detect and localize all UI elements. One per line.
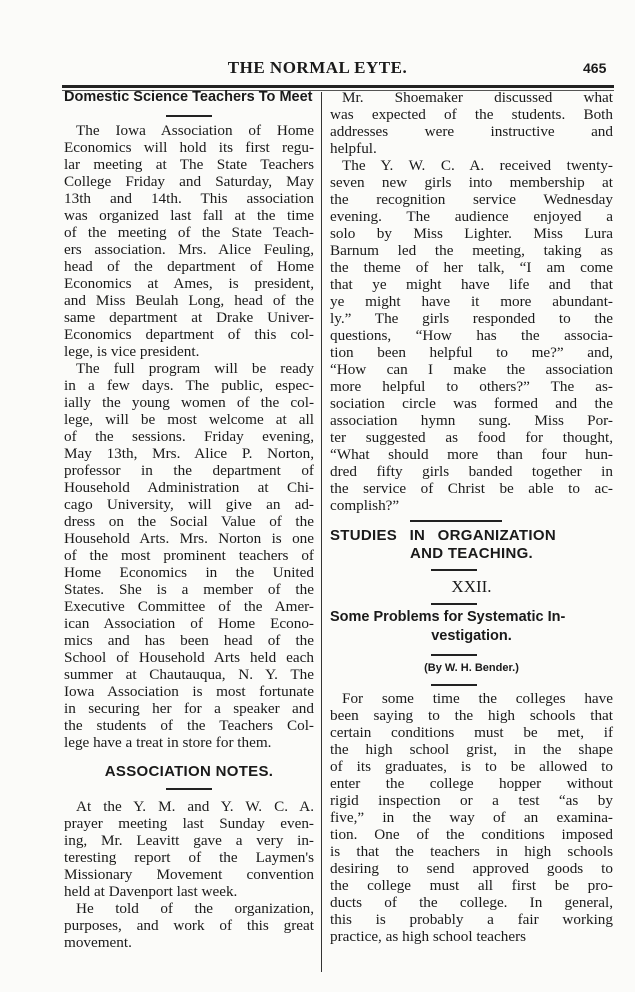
text-line: solo by Miss Lighter. Miss Lura (330, 225, 613, 242)
byline: (By W. H. Bender.) (424, 662, 519, 674)
text-line: Iowa Association is most fortunate (64, 683, 314, 700)
divider-rule (166, 788, 212, 790)
paragraph (64, 900, 314, 951)
text-line: helpful. (330, 140, 377, 157)
text-line: summer at Chautauqua, N. Y. The (64, 666, 314, 683)
divider-rule (166, 115, 212, 117)
divider-rule (431, 684, 477, 686)
text-line: lege, is vice president. (64, 343, 200, 360)
text-line: “What should more than four hun- (330, 446, 613, 463)
text-line: dress on the Social Value of the (64, 513, 314, 530)
text-line: ye might have it more abundant- (330, 293, 613, 310)
text-line: Household Administration at Chi- (64, 479, 314, 496)
text-line: complish?” (330, 497, 400, 514)
text-line: ducts of the college. In general, (330, 894, 613, 911)
text-line: Economics will hold its first regu- (64, 139, 314, 156)
article-body (64, 122, 314, 751)
divider-rule (431, 569, 477, 571)
text-line: enter the college hopper without (330, 775, 613, 792)
text-line: was expected of the students. Both (330, 106, 613, 123)
divider-rule (431, 654, 477, 656)
text-line: movement. (64, 934, 132, 951)
text-line: ing, Mr. Leavitt gave a very in- (64, 832, 314, 849)
text-line: the high school grist, in the shape (330, 741, 613, 758)
text-line: rigid inspection or a test “as by (330, 792, 613, 809)
column-divider (321, 92, 322, 972)
paragraph (64, 798, 314, 900)
text-line: lar meeting at The State Teachers (64, 156, 314, 173)
paragraph (330, 690, 613, 945)
section-heading-line2: AND TEACHING. (409, 545, 534, 562)
text-line: “How can I make the association (330, 361, 613, 378)
text-line: sociation circle was formed and the (330, 395, 613, 412)
text-line: of the meeting of the State Teach- (64, 224, 314, 241)
paragraph (64, 360, 314, 751)
text-line: desiring to send approved goods to (330, 860, 613, 877)
text-line: same department at Drake Univer- (64, 309, 314, 326)
text-line: States. She is a member of the (64, 581, 314, 598)
text-line: ter suggested as food for thought, (330, 429, 613, 446)
header-rule (62, 85, 614, 88)
text-line: May 13th, Mrs. Alice P. Norton, (64, 445, 314, 462)
article-body (330, 690, 613, 945)
text-line: of its graduates, is to be allowed to (330, 758, 613, 775)
text-line: Executive Committee of the Amer- (64, 598, 314, 615)
text-line: of the most prominent teachers of (64, 547, 314, 564)
text-line: evening. The audience enjoyed a (330, 208, 613, 225)
text-line: cago University, will give an ad- (64, 496, 314, 513)
text-line: Household Arts. Mrs. Norton is one (64, 530, 314, 547)
text-line: The Iowa Association of Home (76, 122, 314, 139)
text-line: He told of the organization, (76, 900, 314, 917)
text-line: Home Economics in the United (64, 564, 314, 581)
text-line: the service of Christ be able to ac- (330, 480, 613, 497)
text-line: of the sessions. Friday evening, (64, 428, 314, 445)
divider-rule (431, 603, 477, 605)
article-body (330, 89, 613, 514)
section-heading: STUDIES IN ORGANIZATION (330, 527, 556, 544)
text-line: dred fifty girls banded together in (330, 463, 613, 480)
text-line: ican Association of Home Econo- (64, 615, 314, 632)
text-line: held at Davenport last week. (64, 883, 238, 900)
paragraph (64, 122, 314, 360)
text-line: seven new girls into membership at (330, 174, 613, 191)
section-heading: ASSOCIATION NOTES. (104, 763, 274, 780)
page-number: 465 (583, 60, 607, 76)
text-line: ers association. Mrs. Alice Feuling, (64, 241, 314, 258)
text-line: the recognition service Wednesday (330, 191, 613, 208)
text-line: certain conditions must be met, if (330, 724, 613, 741)
text-line: in securing her for a speaker and (64, 700, 314, 717)
text-line: questions, “How has the associa- (330, 327, 613, 344)
series-number: XXII. (451, 577, 492, 596)
text-line: lege, will be most welcome at all (64, 411, 314, 428)
running-title: THE NORMAL EYTE. (227, 58, 408, 77)
text-line: the college must all first be pro- (330, 877, 613, 894)
divider-rule (410, 520, 502, 522)
text-line: Mr. Shoemaker discussed what (342, 89, 613, 106)
text-line: lege have a treat in store for them. (64, 734, 272, 751)
text-line: and Miss Beulah Long, head of the (64, 292, 314, 309)
text-line: ially the young women of the col- (64, 394, 314, 411)
article-subtitle: Some Problems for Systematic In- (330, 609, 566, 625)
text-line: practice, as high school teachers (330, 928, 527, 945)
text-line: Economics department of this col- (64, 326, 314, 343)
paragraph (330, 157, 613, 514)
text-line: The full program will be ready (76, 360, 314, 377)
text-line: prayer meeting last Sunday even- (64, 815, 314, 832)
article-title: Domestic Science Teachers To Meet (64, 89, 313, 105)
text-line: At the Y. M. and Y. W. C. A. (76, 798, 314, 815)
text-line: 13th and 14th. This association (64, 190, 314, 207)
paragraph (330, 89, 613, 157)
text-line: purposes, and work of this great (64, 917, 314, 934)
text-line: For some time the colleges have (342, 690, 613, 707)
text-line: the students of the Teachers Col- (64, 717, 314, 734)
text-line: Barnum led the meeting, taking as (330, 242, 613, 259)
text-line: teresting report of the Laymen's (64, 849, 314, 866)
text-line: Economics at Ames, is president, (64, 275, 314, 292)
text-line: five,” in the way of an examina- (330, 809, 613, 826)
text-line: ly.” The girls responded to the (330, 310, 613, 327)
article-subtitle-line2: vestigation. (431, 628, 512, 644)
text-line: tion been helpful to me?” and, (330, 344, 613, 361)
text-line: was organized last fall at the time (64, 207, 314, 224)
text-line: the theme of her talk, “I am come (330, 259, 613, 276)
text-line: head of the department of Home (64, 258, 314, 275)
text-line: College Friday and Saturday, May (64, 173, 314, 190)
text-line: association hymn sung. Miss Por- (330, 412, 613, 429)
text-line: in a few days. The public, espec- (64, 377, 314, 394)
text-line: mics and has been head of the (64, 632, 314, 649)
text-line: been saying to the high schools that (330, 707, 613, 724)
text-line: that ye might have life and that (330, 276, 613, 293)
text-line: this is probably a fair working (330, 911, 613, 928)
text-line: tion. One of the conditions imposed (330, 826, 613, 843)
text-line: is that the teachers in high schools (330, 843, 613, 860)
text-line: professor in the department of (64, 462, 314, 479)
text-line: addresses were instructive and (330, 123, 613, 140)
text-line: The Y. W. C. A. received twenty- (342, 157, 613, 174)
text-line: more helpful to others?” The as- (330, 378, 613, 395)
text-line: School of Household Arts held each (64, 649, 314, 666)
text-line: Missionary Movement convention (64, 866, 314, 883)
article-body (64, 798, 314, 951)
